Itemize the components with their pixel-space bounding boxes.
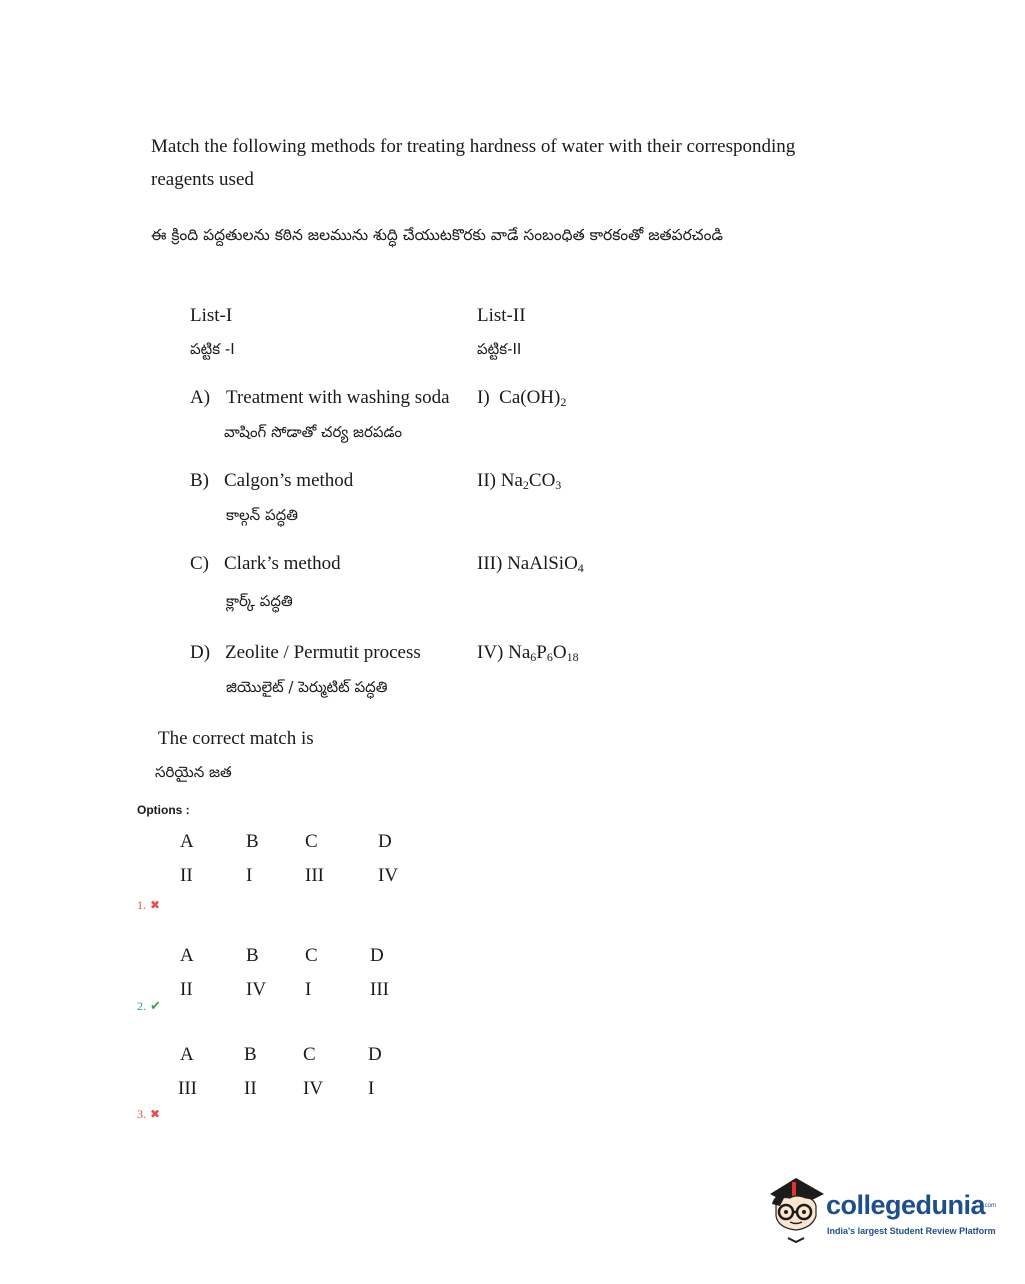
list1-item-text: Zeolite / Permutit process bbox=[225, 642, 421, 663]
option-1-value-a: II bbox=[180, 865, 193, 886]
option-2-number: 2. bbox=[137, 999, 146, 1013]
reagent-3: III) NaAlSiO$_4$ bbox=[477, 553, 584, 575]
options-label: Options : bbox=[137, 803, 190, 817]
option-2-header-d: D bbox=[370, 945, 384, 966]
list1-item-text: Treatment with washing soda bbox=[226, 387, 450, 408]
option-1-value-c: III bbox=[305, 865, 324, 886]
reagent-2: II) $Na_2CO_3$ bbox=[477, 470, 562, 492]
option-1-header-d: D bbox=[378, 831, 392, 852]
question-line-1: Match the following methods for treating hardness of water with their corresponding bbox=[151, 136, 796, 157]
option-1-header-c: C bbox=[305, 831, 318, 852]
cross-icon: ✖ bbox=[150, 898, 161, 912]
option-3-header-c: C bbox=[303, 1044, 316, 1065]
list1-item-telugu: కాల్గన్ పద్ధతి bbox=[226, 506, 298, 524]
answer-prompt: The correct match is bbox=[158, 728, 314, 749]
option-2-marker[interactable] bbox=[137, 997, 161, 1015]
list1-item-key: D) bbox=[190, 642, 211, 663]
question-telugu: ఈ క్రింది పద్దతులను కఠిన జలమును శుద్ధి చేయుటకొరకు వాడే సంబంధిత కారకంతో జతపరచండి bbox=[151, 226, 723, 244]
cross-icon: ✖ bbox=[150, 1107, 161, 1121]
question-line-2: reagents used bbox=[151, 169, 254, 190]
reagent-1: I) $Ca(OH)_2$ bbox=[477, 387, 567, 409]
list1-title: List-I bbox=[190, 305, 233, 326]
list1-title-telugu: పట్టిక -I bbox=[190, 340, 235, 358]
option-2-value-b: IV bbox=[246, 979, 267, 1000]
list1-item-key: A) bbox=[190, 387, 211, 408]
brand-tagline: India's largest Student Review Platform bbox=[827, 1226, 996, 1236]
option-3-header-a: A bbox=[180, 1044, 194, 1065]
option-3-marker[interactable] bbox=[137, 1105, 160, 1123]
option-3-value-b: II bbox=[244, 1078, 257, 1099]
option-1-header-a: A bbox=[180, 831, 194, 852]
option-3-header-b: B bbox=[244, 1044, 257, 1065]
option-2-value-a: II bbox=[180, 979, 193, 1000]
list1-item-telugu: క్లార్క్ పద్ధతి bbox=[226, 592, 293, 610]
option-3-header-d: D bbox=[368, 1044, 382, 1065]
list1-item-telugu: జియొలైట్ / పెర్ముటిట్ పద్ధతి bbox=[226, 678, 388, 696]
option-2-header-b: B bbox=[246, 945, 259, 966]
option-1-marker[interactable] bbox=[137, 896, 160, 914]
option-2-value-d: III bbox=[370, 979, 389, 1000]
option-3-value-d: I bbox=[368, 1078, 375, 1099]
option-1-number: 1. bbox=[137, 898, 146, 912]
option-2-header-a: A bbox=[180, 945, 194, 966]
list1-item-key: C) bbox=[190, 553, 209, 574]
list1-item-key: B) bbox=[190, 470, 209, 491]
option-1-value-d: IV bbox=[378, 865, 399, 886]
list2-title: List-II bbox=[477, 305, 526, 326]
answer-prompt-telugu: సరియైన జత bbox=[155, 763, 232, 781]
option-2-value-c: I bbox=[305, 979, 312, 1000]
option-1-value-b: I bbox=[246, 865, 253, 886]
brand-name: collegedunia bbox=[826, 1190, 986, 1220]
reagent-4: IV) $Na_6P_6O_{18}$ bbox=[477, 642, 579, 664]
option-2-header-c: C bbox=[305, 945, 318, 966]
option-3-number: 3. bbox=[137, 1107, 146, 1121]
list1-item-text: Clark’s method bbox=[224, 553, 341, 574]
list1-item-telugu: వాషింగ్ సోడాతో చర్య జరపడం bbox=[224, 423, 402, 441]
list2-title-telugu: పట్టిక-II bbox=[477, 340, 522, 358]
brand-com: .com bbox=[983, 1203, 997, 1209]
option-3-value-a: III bbox=[178, 1078, 197, 1099]
check-icon: ✔ bbox=[150, 998, 161, 1013]
list1-item-text: Calgon’s method bbox=[224, 470, 354, 491]
option-1-header-b: B bbox=[246, 831, 259, 852]
option-3-value-c: IV bbox=[303, 1078, 324, 1099]
mascot-logo-icon bbox=[766, 1176, 826, 1246]
